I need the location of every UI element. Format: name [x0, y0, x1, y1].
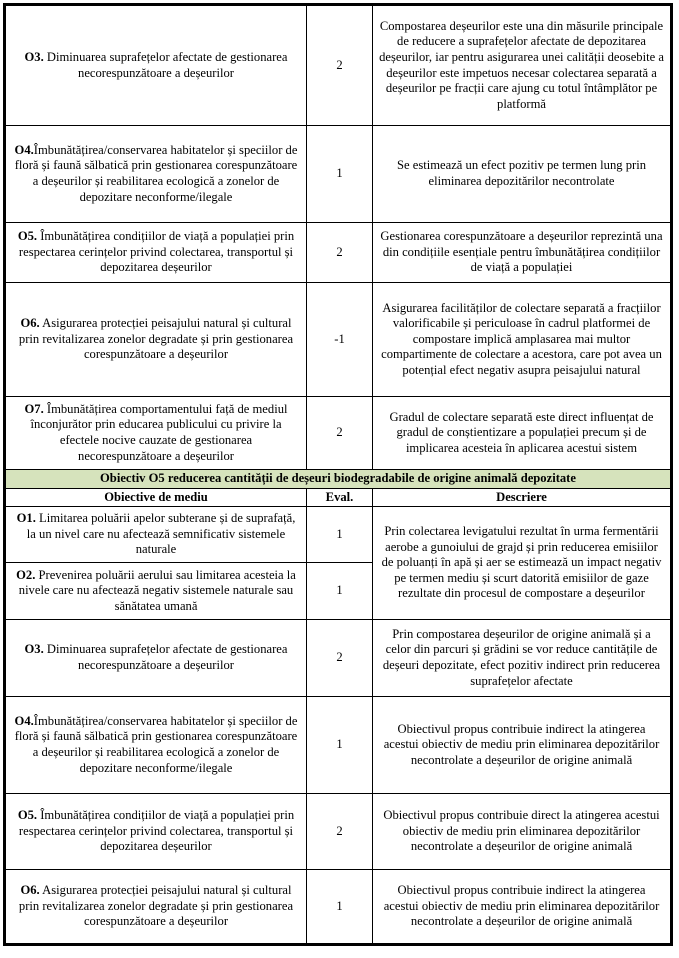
- objective-text: Diminuarea suprafețelor afectate de gestionarea necorespunzătoare a deșeurilor: [43, 642, 288, 672]
- description-cell: Asigurarea facilităților de colectare separată a fracțiilor valorificabile și periculoase în cadrul platformei de compostare implică amplasarea mai multor compartimente de colectare a acestora, care pot avea un potențial efect negativ asupra peisajului natural: [373, 283, 671, 397]
- table-row: [6, 697, 671, 794]
- column-header-objectives: Obiective de mediu: [6, 489, 307, 507]
- objective-cell: [6, 870, 307, 944]
- description-cell: Obiectivul propus contribuie direct la atingerea acestui obiectiv de mediu prin eliminarea depozitărilor necontrolate a deșeurilor de origine animală: [373, 794, 671, 870]
- objective-code: O4.: [14, 713, 34, 728]
- objective-code: O6.: [20, 883, 40, 898]
- table-row: [6, 620, 671, 697]
- objective-code: O2.: [16, 567, 36, 582]
- column-header-row: [6, 489, 671, 507]
- evaluation-table: [5, 5, 671, 944]
- description-cell: Compostarea deșeurilor este una din măsurile principale de reducere a suprafețelor afectate de depozitarea deșeurilor, iar pentru asigurarea unei calității deosebite a deșeurilor este impetuos necesar colectarea separată a deșeurilor pe fracții care ajung cu totul întâmplător pe platformă: [373, 6, 671, 126]
- objective-code: O1.: [16, 511, 36, 526]
- table-row: [6, 283, 671, 397]
- description-cell: Gestionarea corespunzătoare a deșeurilor reprezintă una din condițiile esențiale pentru îmbunătățirea condițiilor de viață a populației: [373, 223, 671, 283]
- objective-cell: [6, 507, 307, 563]
- objective-cell: [6, 563, 307, 620]
- objective-text: Îmbunătățirea/conservarea habitatelor și speciilor de floră și faună sălbatică prin gestionarea corespunzătoare a deșeurilor și reabilitarea ecologică a zonelor de depozitare neconforme/ilegale: [14, 142, 298, 204]
- eval-cell: 2: [307, 794, 373, 870]
- table-row: [6, 223, 671, 283]
- objective-cell: [6, 6, 307, 126]
- objective-cell: [6, 283, 307, 397]
- description-cell: Gradul de colectare separată este direct influențat de gradul de conștientizare a populației precum și de implicarea acesteia în aplicarea acestui sistem: [373, 397, 671, 470]
- objective-text: Îmbunătățirea condițiilor de viață a populației prin respectarea cerințelor privind colectarea, transportul și depozitarea deșeurilor: [18, 229, 295, 275]
- eval-cell: 2: [307, 223, 373, 283]
- description-cell: Obiectivul propus contribuie indirect la atingerea acestui obiectiv de mediu prin eliminarea depozitărilor necontrolate a deșeurilor de origine animală: [373, 870, 671, 944]
- objective-text: Diminuarea suprafețelor afectate de gestionarea necorespunzătoare a deșeurilor: [43, 49, 288, 80]
- objective-text: Îmbunătățirea/conservarea habitatelor și speciilor de floră și faună sălbatică prin gestionarea corespunzătoare a deșeurilor și reabilitarea ecologică a zonelor de depozitare neconforme/ilegale: [14, 713, 298, 775]
- objective-code: O5.: [17, 229, 38, 244]
- objective-text: Limitarea poluării apelor subterane și de suprafață, la un nivel care nu afectează semnificativ sistemele naturale: [26, 511, 296, 557]
- objective-cell: [6, 397, 307, 470]
- description-cell: Prin compostarea deșeurilor de origine animală și a celor din parcuri și grădini se vor reduce cantitățile de deșeuri depozitate, efect pozitiv indirect prin reducerea suprafețelor afectate: [373, 620, 671, 697]
- evaluation-table-container: [3, 3, 673, 946]
- table-row: [6, 397, 671, 470]
- objective-code: O4.: [14, 142, 34, 157]
- table-row: [6, 6, 671, 126]
- objective-text: Îmbunătățirea condițiilor de viață a populației prin respectarea cerințelor privind colectarea, transportul și depozitarea deșeurilor: [18, 808, 295, 854]
- description-cell: Obiectivul propus contribuie indirect la atingerea acestui obiectiv de mediu prin eliminarea depozitărilor necontrolate a deșeurilor de origine animală: [373, 697, 671, 794]
- table-row: [6, 126, 671, 223]
- eval-cell: 1: [307, 697, 373, 794]
- column-header-description: Descriere: [373, 489, 671, 507]
- objective-cell: [6, 697, 307, 794]
- objective-code: O7.: [24, 401, 44, 416]
- table-row: [6, 794, 671, 870]
- objective-cell: [6, 223, 307, 283]
- objective-text: Asigurarea protecției peisajului natural și cultural prin revitalizarea zonelor degradate și prin gestionarea corespunzătoare a deșeurilor: [18, 883, 294, 929]
- eval-cell: 2: [307, 6, 373, 126]
- objective-code: O3.: [24, 49, 44, 64]
- eval-cell: 2: [307, 620, 373, 697]
- objective-text: Prevenirea poluării aerului sau limitarea acesteia la nivele care nu afectează negativ sistemele naturale sau sănătatea umană: [18, 567, 296, 613]
- table-row: [6, 507, 671, 563]
- objective-cell: [6, 620, 307, 697]
- objective-code: O5.: [17, 808, 38, 823]
- eval-cell: 1: [307, 870, 373, 944]
- objective-cell: [6, 126, 307, 223]
- section-header-row: [6, 470, 671, 489]
- table-row: [6, 870, 671, 944]
- description-cell: Prin colectarea levigatului rezultat în urma fermentării aerobe a gunoiului de grajd și prin reducerea emisiilor de poluanți în apă și aer se estimează un impact negativ pe termen mediu și scurt datorită emisiilor de gaze rezultate din procesul de compostare a deșeurilor: [373, 507, 671, 620]
- section-title: Obiectiv O5 reducerea cantității de deșeuri biodegradabile de origine animală depozitate: [6, 470, 671, 489]
- description-cell: Se estimează un efect pozitiv pe termen lung prin eliminarea depozitărilor necontrolate: [373, 126, 671, 223]
- objective-code: O6.: [20, 316, 40, 331]
- column-header-eval: Eval.: [307, 489, 373, 507]
- objective-text: Îmbunătățirea comportamentului față de mediul înconjurător prin educarea publicului cu privire la efectele nocive cauzate de gestionarea necorespunzătoare a deșeurilor: [30, 401, 288, 463]
- objective-text: Asigurarea protecției peisajului natural și cultural prin revitalizarea zonelor degradate și prin gestionarea corespunzătoare a deșeurilor: [18, 316, 294, 362]
- objective-code: O3.: [24, 642, 44, 657]
- eval-cell: 2: [307, 397, 373, 470]
- objective-cell: [6, 794, 307, 870]
- eval-cell: 1: [307, 126, 373, 223]
- eval-cell: 1: [307, 507, 373, 563]
- eval-cell: 1: [307, 563, 373, 620]
- eval-cell: -1: [307, 283, 373, 397]
